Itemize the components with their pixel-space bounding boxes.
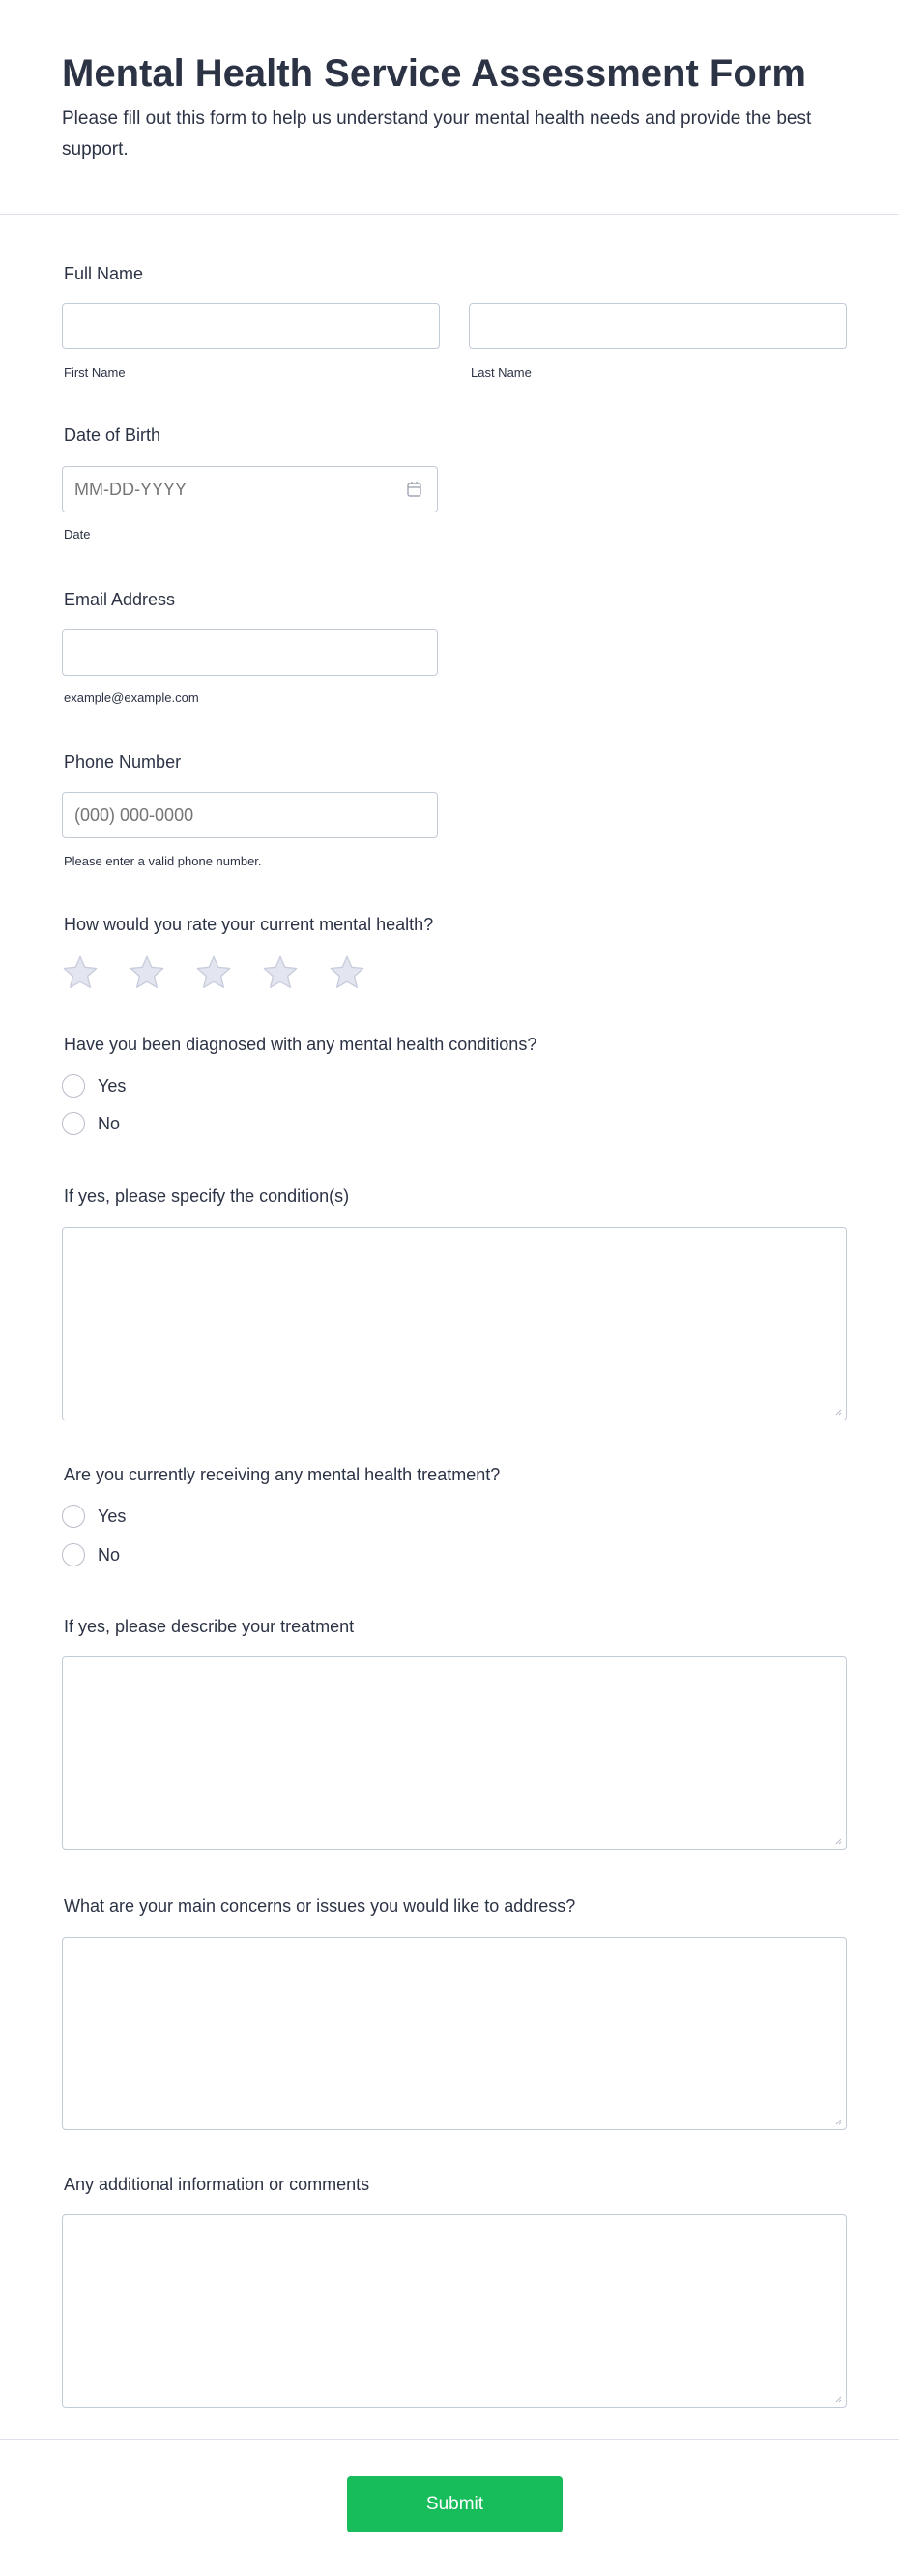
- treatment-option-yes[interactable]: [62, 1505, 126, 1528]
- treatment-option-no[interactable]: [62, 1543, 120, 1566]
- form-title: Mental Health Service Assessment Form: [62, 52, 806, 95]
- star-icon[interactable]: [194, 953, 233, 992]
- dob-label: Date of Birth: [64, 425, 161, 445]
- footer-divider: [0, 2439, 899, 2440]
- comments-textarea[interactable]: [62, 2214, 847, 2408]
- email-label: Email Address: [64, 590, 176, 609]
- resize-handle-icon[interactable]: [834, 1837, 842, 1845]
- calendar-icon[interactable]: [406, 481, 423, 498]
- resize-handle-icon[interactable]: [834, 1408, 842, 1416]
- form-description: Please fill out this form to help us understand your mental health needs and provide the best support.: [62, 108, 812, 160]
- radio-button[interactable]: [62, 1505, 85, 1528]
- phone-label: Phone Number: [64, 752, 182, 772]
- last-name-sublabel: Last Name: [471, 366, 532, 380]
- dob-input[interactable]: [62, 466, 438, 512]
- full-name-label: Full Name: [64, 264, 144, 283]
- conditions-textarea[interactable]: [62, 1227, 847, 1420]
- last-name-input[interactable]: [469, 303, 847, 349]
- star-icon[interactable]: [128, 953, 166, 992]
- radio-label: Yes: [98, 1075, 127, 1096]
- phone-input[interactable]: [62, 792, 438, 838]
- star-rating: [61, 953, 366, 992]
- dob-sublabel: Date: [64, 527, 91, 542]
- rating-label: How would you rate your current mental health?: [64, 915, 434, 934]
- radio-label: No: [98, 1113, 121, 1133]
- radio-label: No: [98, 1544, 121, 1565]
- radio-label: Yes: [98, 1506, 127, 1526]
- email-input[interactable]: [62, 629, 438, 676]
- diagnosed-option-yes[interactable]: [62, 1074, 126, 1098]
- submit-button[interactable]: Submit: [347, 2476, 563, 2532]
- email-sublabel: example@example.com: [64, 690, 199, 705]
- phone-sublabel: Please enter a valid phone number.: [64, 854, 262, 868]
- diagnosed-option-no[interactable]: [62, 1112, 120, 1135]
- comments-label: Any additional information or comments: [64, 2175, 370, 2194]
- resize-handle-icon[interactable]: [834, 2118, 842, 2125]
- treatment-desc-textarea[interactable]: [62, 1656, 847, 1850]
- concerns-label: What are your main concerns or issues you would like to address?: [64, 1896, 576, 1916]
- star-icon[interactable]: [261, 953, 300, 992]
- concerns-textarea[interactable]: [62, 1937, 847, 2130]
- header-divider: [0, 214, 899, 215]
- radio-button[interactable]: [62, 1112, 85, 1135]
- star-icon[interactable]: [328, 953, 366, 992]
- treatment-label: Are you currently receiving any mental health treatment?: [64, 1465, 501, 1484]
- radio-button[interactable]: [62, 1543, 85, 1566]
- treatment-desc-label: If yes, please describe your treatment: [64, 1617, 355, 1636]
- conditions-label: If yes, please specify the condition(s): [64, 1186, 350, 1206]
- resize-handle-icon[interactable]: [834, 2395, 842, 2403]
- diagnosed-label: Have you been diagnosed with any mental health conditions?: [64, 1035, 537, 1054]
- first-name-sublabel: First Name: [64, 366, 126, 380]
- star-icon[interactable]: [61, 953, 100, 992]
- radio-button[interactable]: [62, 1074, 85, 1098]
- first-name-input[interactable]: [62, 303, 440, 349]
